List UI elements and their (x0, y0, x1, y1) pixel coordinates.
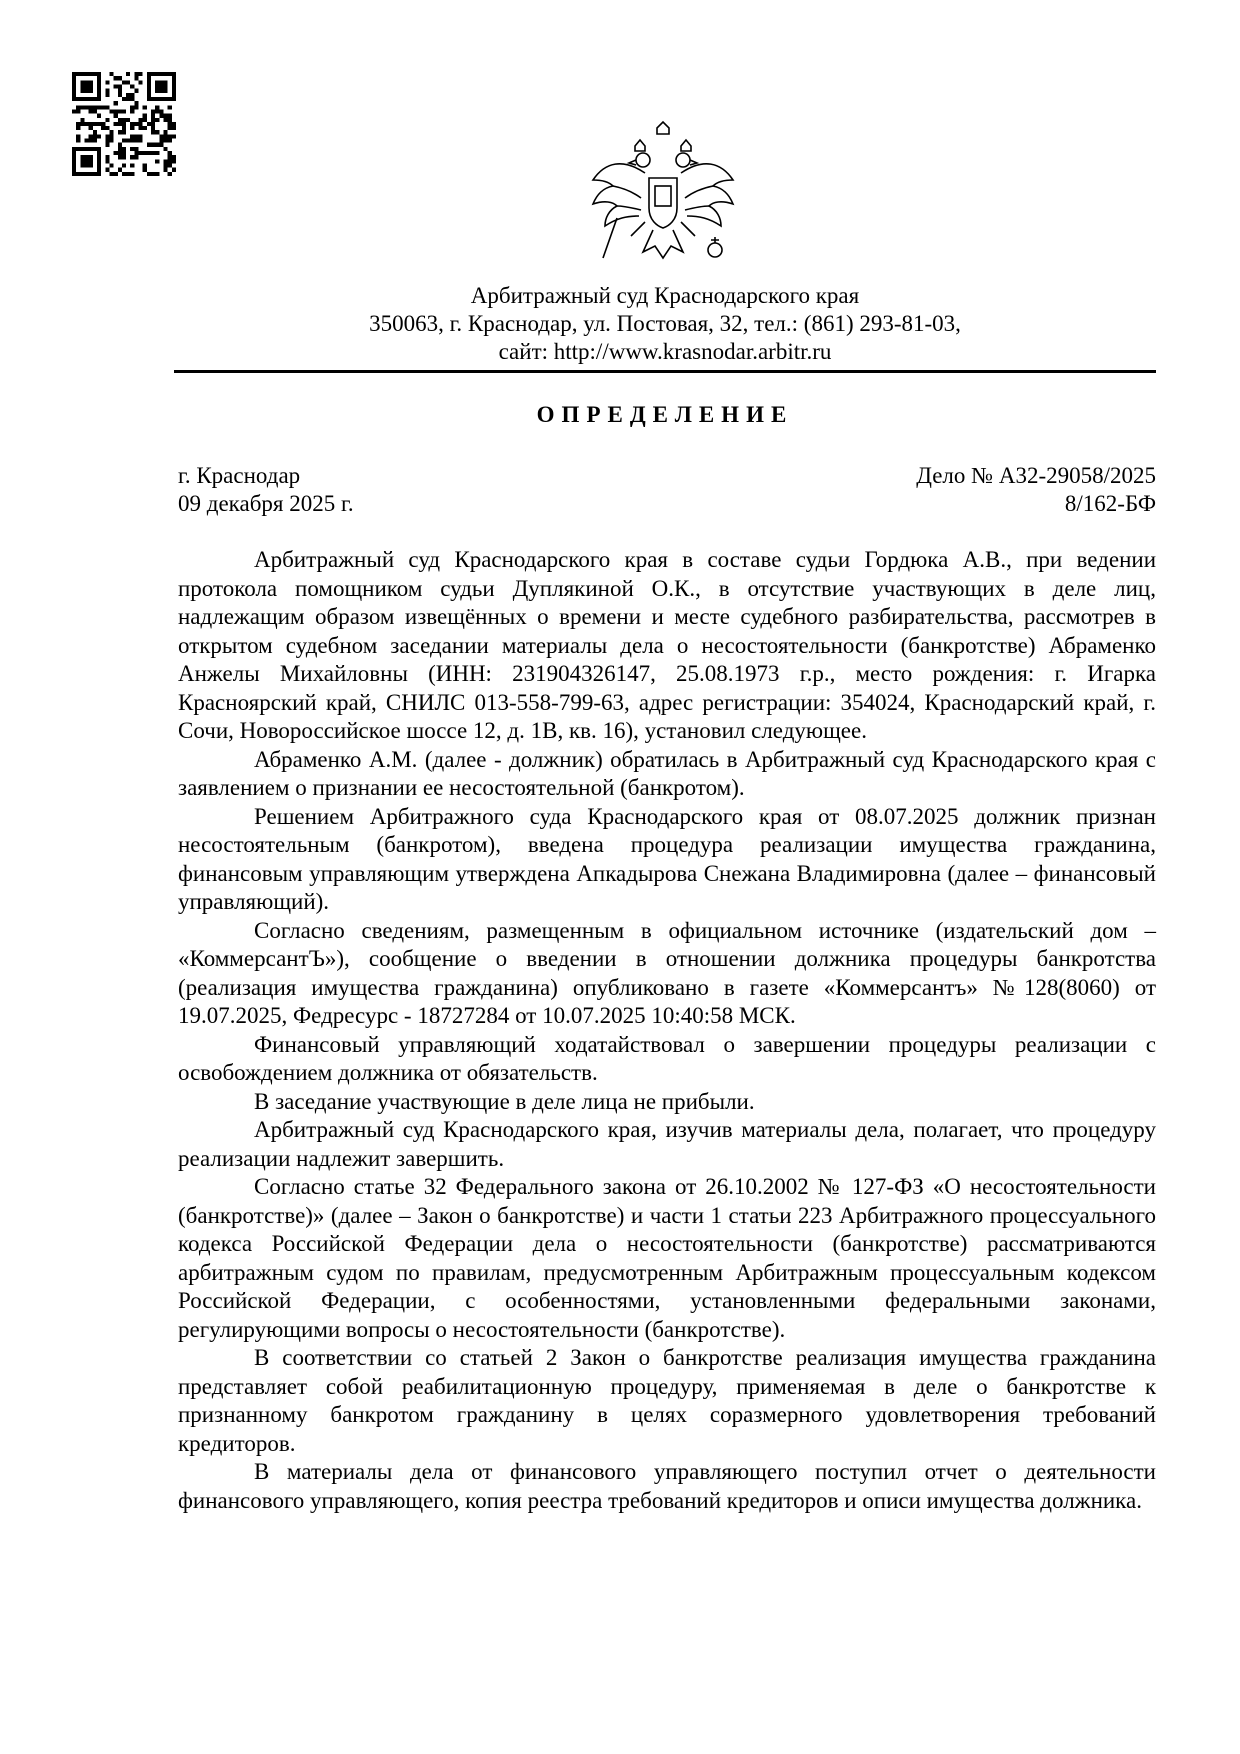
court-address: 350063, г. Краснодар, ул. Постовая, 32, тел.: (861) 293-81-03, (369, 311, 961, 336)
court-website[interactable]: сайт: http://www.krasnodar.arbitr.ru (498, 339, 832, 364)
paragraph: В материалы дела от финансового управляющего поступил отчет о деятельности финансового управляющего, копия реестра требований кредиторов и описи имущества должника. (178, 1459, 1156, 1513)
decision-date: 09 декабря 2025 г. (178, 491, 354, 516)
court-name: Арбитражный суд Краснодарского края (470, 283, 860, 308)
case-info (916, 462, 1156, 518)
paragraph: Согласно статье 32 Федерального закона от 26.10.2002 № 127-ФЗ «О несостоятельности (банкротстве)» (далее – Закон о банкротстве) и части 1 статьи 223 Арбитражного процессуального кодекса Российской Федерации дела о несостоятельности (банкротстве) рассматриваются арбитражным судом по правилам, предусмотренным Арбитражным процессуальным кодексом Российской Федерации, с особенностями, установленными федеральными законами, регулирующими вопросы о несостоятельности (банкротстве). (178, 1174, 1156, 1342)
case-number: Дело № А32-29058/2025 (916, 463, 1156, 488)
paragraph: Абраменко А.М. (далее - должник) обратилась в Арбитражный суд Краснодарского края с заявлением о признании ее несостоятельной (банкротом). (178, 746, 1156, 800)
paragraph: Согласно сведениям, размещенным в официальном источнике (издательский дом – «КоммерсантЪ»), сообщение о введении в отношении должника процедуры банкротства (реализация имущества гражданина) опубликовано в газете «Коммерсантъ» №128(8060) от 19.07.2025, Федресурс - 18727284 от 10.07.2025 10:40:58 МСК. (178, 917, 1156, 1028)
case-subnumber: 8/162-БФ (1064, 491, 1156, 516)
paragraph: Финансовый управляющий ходатайствовал о завершении процедуры реализации с освобождением должника от обязательств. (178, 1031, 1156, 1085)
state-emblem-icon (583, 118, 743, 278)
paragraph: В соответствии со статьей 2 Закон о банкротстве реализация имущества гражданина представляет собой реабилитационную процедуру, применяемая в деле о банкротстве к признанному банкротом гражданину в целях соразмерного удовлетворения требований кредиторов. (178, 1345, 1156, 1456)
city: г. Краснодар (178, 463, 301, 488)
paragraph: Арбитражный суд Краснодарского края в составе судьи Гордюка А.В., при ведении протокола помощником судьи Дуплякиной О.К., в отсутствие участвующих в деле лиц, надлежащим образом извещённых о времени и месте судебного разбирательства, рассмотрев в открытом судебном заседании материалы дела о несостоятельности (банкротстве) Абраменко Анжелы Михайловны (ИНН: 231904326147, 25.08.1973 г.р., место рождения: г. Игарка Красноярский край, СНИЛС 013-558-799-63, адрес регистрации: 354024, Краснодарский край, г. Сочи, Новороссийское шоссе 12, д. 1В, кв. 16), установил следующее. (178, 547, 1156, 743)
qr-code-icon (72, 72, 176, 176)
court-header (176, 282, 1154, 366)
document-body (178, 546, 1156, 1515)
paragraph: Арбитражный суд Краснодарского края, изучив материалы дела, полагает, что процедуру реализации надлежит завершить. (178, 1117, 1156, 1171)
paragraph: Решением Арбитражного суда Краснодарского края от 08.07.2025 должник признан несостоятельным (банкротом), введена процедура реализации имущества гражданина, финансовым управляющим утверждена Апкадырова Снежана Владимировна (далее – финансовый управляющий). (178, 803, 1156, 914)
header-divider (174, 370, 1156, 373)
document-place-date (178, 462, 354, 518)
paragraph: В заседание участвующие в деле лица не прибыли. (254, 1088, 755, 1114)
document-title: ОПРЕДЕЛЕНИЕ (536, 402, 794, 427)
